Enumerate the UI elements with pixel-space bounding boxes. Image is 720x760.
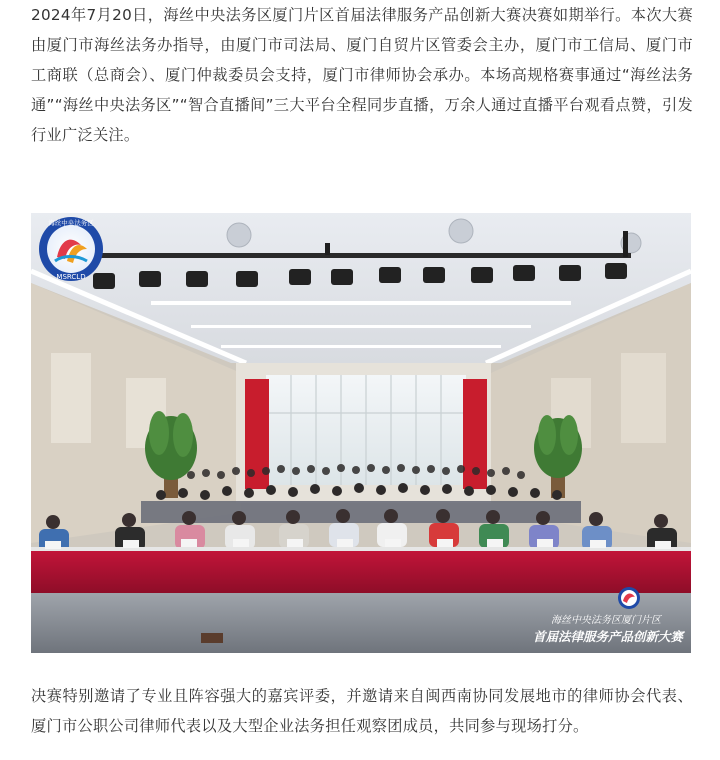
event-photo bbox=[31, 213, 691, 653]
banner-line2: 首届法律服务产品创新大赛 bbox=[532, 629, 683, 644]
logo-bottom-text: MSRCLD bbox=[56, 273, 86, 281]
intro-paragraph: 2024年7月20日，海丝中央法务区厦门片区首届法律服务产品创新大赛决赛如期举行。本次大赛由厦门市海丝法务办指导，由厦门市司法局、厦门自贸片区管委会主办，厦门市工信局、厦门市工商联（总商会）、厦门仲裁委员会支持，厦门市律师协会承办。本场高规格赛事通过“海丝法务通”“海丝中央法务区”“智合直播间”三大平台全程同步直播，万余人通过直播平台观看点赞，引发行业广泛关注。 bbox=[31, 6, 693, 144]
logo-top-text: 海丝中央法务区 bbox=[48, 219, 94, 227]
audience-clothing bbox=[141, 501, 581, 523]
closing-paragraph: 决赛特别邀请了专业且阵容强大的嘉宾评委，并邀请来自闽西南协同发展地市的律师协会代表、厦门市公职公司律师代表以及大型企业法务担任观察团成员，共同参与现场打分。 bbox=[31, 687, 693, 735]
msrcld-logo bbox=[39, 217, 103, 281]
banner-line1: 海丝中央法务区厦门片区 bbox=[551, 615, 661, 626]
